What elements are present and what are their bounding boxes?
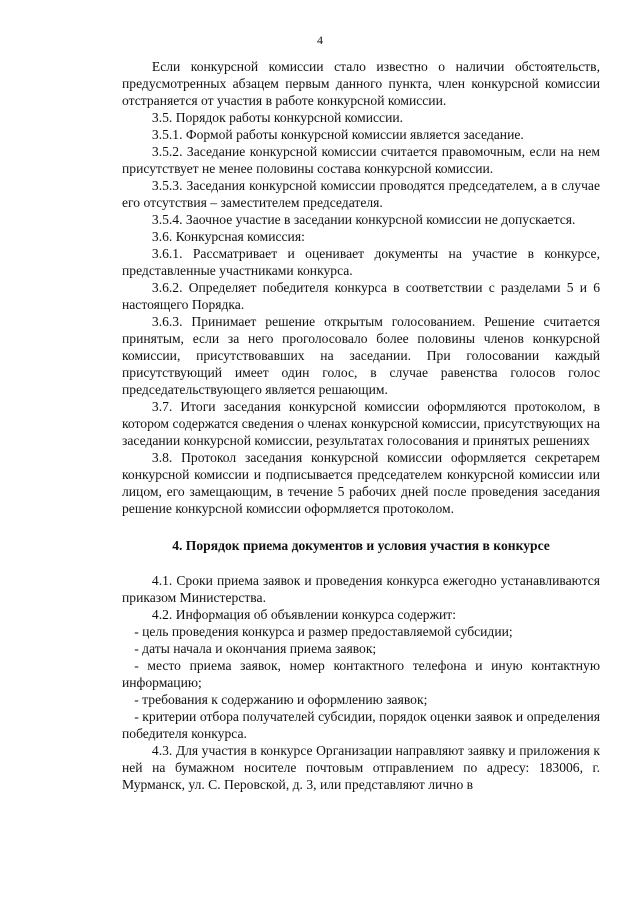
paragraph: 3.8. Протокол заседания конкурсной комиссии оформляется секретарем конкурсной комиссии и подписывается председателем конкурсной комиссии или лицом, его замещающим, в течение 5 рабочих дней после проведения заседания решение конкурсной комиссии оформляется протоколом. bbox=[122, 450, 600, 516]
paragraph: 3.5.4. Заочное участие в заседании конкурсной комиссии не допускается. bbox=[151, 212, 576, 227]
section-heading: 4. Порядок приема документов и условия участия в конкурсе bbox=[172, 538, 550, 553]
document-body bbox=[122, 58, 600, 793]
paragraph: 3.7. Итоги заседания конкурсной комиссии оформляются протоколом, в котором содержатся сведения о членах конкурсной комиссии, присутствующих на заседании конкурсной комиссии, результатах голосования и принятых решениях bbox=[122, 399, 600, 448]
paragraph: 3.6.1. Рассматривает и оценивает документы на участие в конкурсе, представленные участниками конкурса. bbox=[122, 246, 600, 278]
list-item: - даты начала и окончания приема заявок; bbox=[134, 641, 377, 656]
paragraph: 3.6. Конкурсная комиссия: bbox=[151, 229, 305, 244]
paragraph: 4.3. Для участия в конкурсе Организации направляют заявку и приложения к ней на бумажном носителе почтовым отправлением по адресу: 183006, г. Мурманск, ул. С. Перовской, д. 3, или представляют лично в bbox=[122, 743, 600, 792]
paragraph: 3.5.3. Заседания конкурсной комиссии проводятся председателем, а в случае его отсутствия – заместителем председателя. bbox=[122, 178, 600, 210]
paragraph: 3.6.3. Принимает решение открытым голосованием. Решение считается принятым, если за него проголосовало более половины членов конкурсной комиссии, присутствовавших на заседании. При голосовании каждый присутствующий имеет один голос, в случае равенства голосов голос председательствующего является решающим. bbox=[122, 314, 600, 397]
paragraph: 3.5.2. Заседание конкурсной комиссии считается правомочным, если на нем присутствует не менее половины состава конкурсной комиссии. bbox=[122, 144, 600, 176]
paragraph: 3.6.2. Определяет победителя конкурса в соответствии с разделами 5 и 6 настоящего Порядка. bbox=[122, 280, 600, 312]
paragraph: 4.1. Сроки приема заявок и проведения конкурса ежегодно устанавливаются приказом Министерства. bbox=[122, 573, 600, 605]
paragraph: Если конкурсной комиссии стало известно о наличии обстоятельств, предусмотренных абзацем первым данного пункта, член конкурсной комиссии отстраняется от участия в работе конкурсной комиссии. bbox=[122, 59, 600, 108]
list-item: - требования к содержанию и оформлению заявок; bbox=[134, 692, 428, 707]
list-item: - цель проведения конкурса и размер предоставляемой субсидии; bbox=[134, 624, 513, 639]
list-item: - критерии отбора получателей субсидии, порядок оценки заявок и определения победителя конкурса. bbox=[122, 709, 600, 741]
list-item: - место приема заявок, номер контактного телефона и иную контактную информацию; bbox=[122, 658, 600, 690]
paragraph: 3.5. Порядок работы конкурсной комиссии. bbox=[151, 110, 404, 125]
page-number: 4 bbox=[317, 33, 323, 47]
paragraph: 3.5.1. Формой работы конкурсной комиссии является заседание. bbox=[151, 127, 524, 142]
paragraph: 4.2. Информация об объявлении конкурса содержит: bbox=[151, 607, 456, 622]
